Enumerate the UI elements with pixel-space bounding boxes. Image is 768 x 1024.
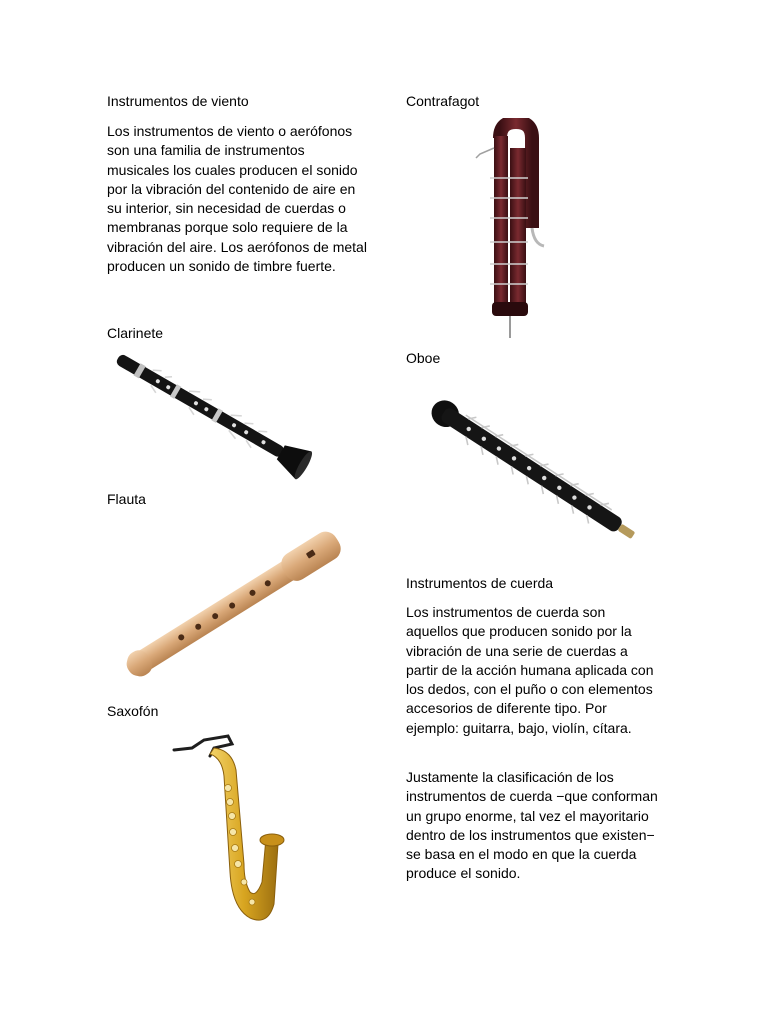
strings-paragraph-2: Justamente la clasificación de los instrumentos de cuerda −que conforman un grupo enorme, tal vez el mayoritario dentro de los instrumentos que existen− se basa en el modo en que la cuerda produce el sonido. [406,769,658,882]
flute-title: Flauta [107,491,146,507]
saxophone-title: Saxofón [107,703,159,719]
saxophone-image [170,732,290,932]
oboe-image [410,382,660,562]
contrabassoon-title: Contrafagot [406,93,480,109]
clarinet-image [104,352,324,480]
clarinet-title: Clarinete [107,325,164,341]
section-title-wind: Instrumentos de viento [107,93,249,109]
wind-intro-paragraph: Los instrumentos de viento o aerófonos son una familia de instrumentos musicales los cuales producen el sonido por la vibración del contenido de aire en su interior, sin necesidad de cuerdas o membranas porque solo requiere de la vibración del aire. Los aerófonos de metal producen un sonido de timbre fuerte. [107,123,367,275]
oboe-title: Oboe [406,350,441,366]
recorder-flute-image [108,520,358,690]
section-title-strings: Instrumentos de cuerda [406,575,554,591]
contrabassoon-image [470,118,560,340]
strings-paragraph-1: Los instrumentos de cuerda son aquellos que producen sonido por la vibración de una serie de cuerdas a partir de la acción humana aplicada con los dedos, con el puño o con elementos accesorios de diferente tipo. Por ejemplo: guitarra, bajo, violín, cítara. [406,604,654,736]
